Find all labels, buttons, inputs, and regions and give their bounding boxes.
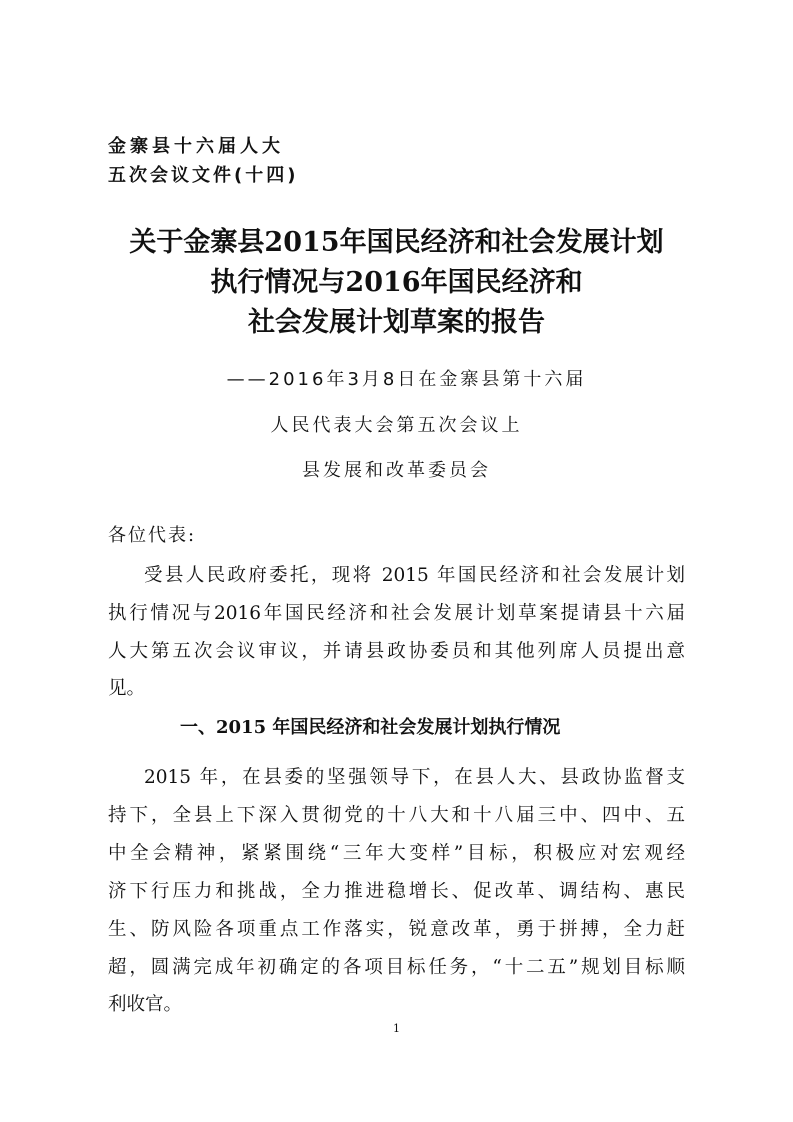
body-line: 中全会精神，紧紧围绕“三年大变样”目标，积极应对宏观经 [108, 843, 685, 864]
body-line: 持下，全县上下深入贯彻党的十八大和十八届三中、四中、五 [108, 805, 685, 826]
issuer-line: 金寨县十六届人大 [108, 136, 284, 157]
title-line-2: 执行情况与2016年国民经济和 [210, 267, 583, 298]
body-line: 利收官。 [108, 994, 183, 1015]
salutation: 各位代表: [108, 525, 197, 546]
section-heading: 一、2015 年国民经济和社会发展计划执行情况 [180, 717, 561, 738]
subtitle-author-line: 县发展和改革委员会 [302, 460, 491, 481]
title-line-3: 社会发展计划草案的报告 [248, 307, 545, 338]
intro-line: 见。 [108, 678, 146, 699]
body-line: 生、防风险各项重点工作落实，锐意改革，勇于拼搏，全力赶 [108, 919, 685, 940]
title-line-1: 关于金寨县2015年国民经济和社会发展计划 [129, 227, 664, 258]
body-line: 济下行压力和挑战，全力推进稳增长、促改革、调结构、惠民 [108, 881, 685, 902]
subtitle-meeting-line: 人民代表大会第五次会议上 [270, 415, 523, 436]
page-number: 1 [393, 1022, 400, 1035]
subtitle-date-line: ——2016年3月8日在金寨县第十六届 [226, 369, 587, 390]
intro-line: 受县人民政府委托，现将 2015 年国民经济和社会发展计划 [144, 565, 685, 586]
intro-line: 人大第五次会议审议，并请县政协委员和其他列席人员提出意 [108, 641, 685, 662]
document-number-line: 五次会议文件(十四) [108, 165, 299, 186]
body-line: 超，圆满完成年初确定的各项目标任务，“十二五”规划目标顺 [108, 957, 685, 978]
body-line: 2015 年，在县委的坚强领导下，在县人大、县政协监督支 [144, 767, 685, 788]
intro-line: 执行情况与2016年国民经济和社会发展计划草案提请县十六届 [108, 603, 685, 624]
